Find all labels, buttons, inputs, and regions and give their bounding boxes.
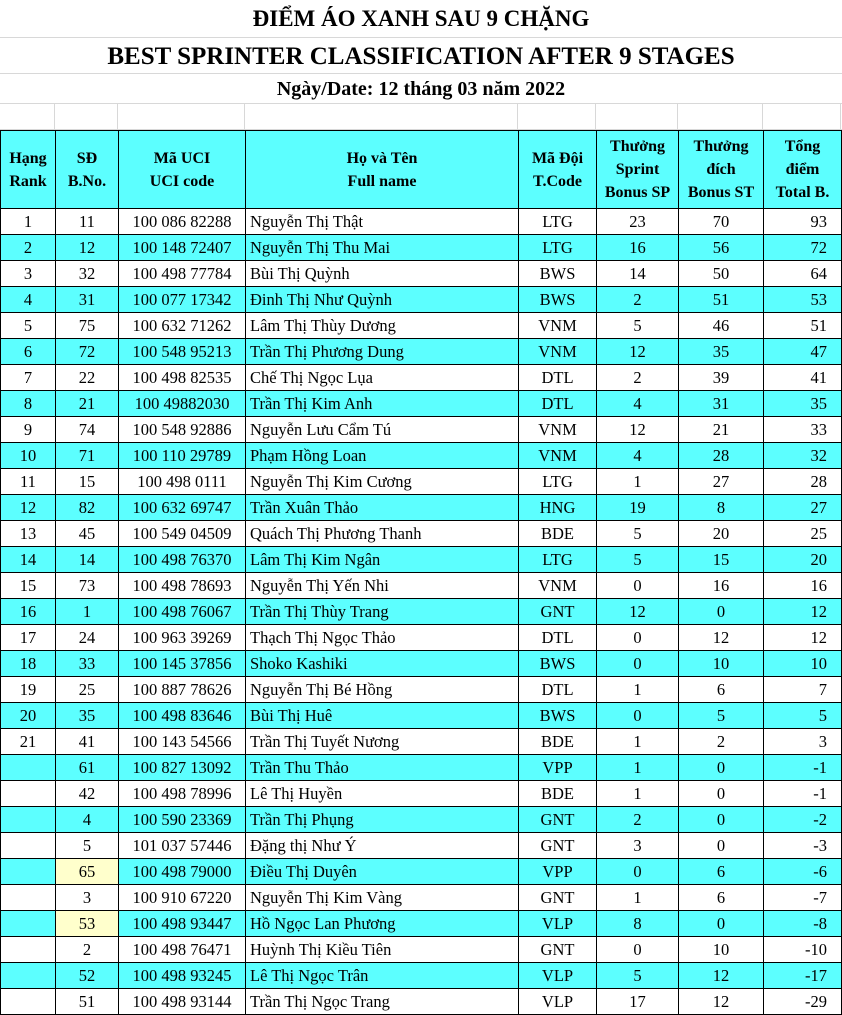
- uci-code-cell: 100 077 17342: [119, 287, 246, 313]
- bib-number-cell: 82: [56, 495, 119, 521]
- team-code-cell: BWS: [519, 261, 597, 287]
- table-row: [1, 235, 842, 261]
- finish-bonus-cell: 2: [679, 729, 764, 755]
- uci-code-cell: 100 498 76370: [119, 547, 246, 573]
- finish-bonus-cell: 15: [679, 547, 764, 573]
- rank-cell: 2: [1, 235, 56, 261]
- finish-bonus-cell: 0: [679, 807, 764, 833]
- total-cell: -1: [764, 781, 842, 807]
- total-cell: 12: [764, 625, 842, 651]
- rank-cell: [1, 859, 56, 885]
- uci-code-cell: 100 498 82535: [119, 365, 246, 391]
- bib-number-cell: 71: [56, 443, 119, 469]
- total-cell: 12: [764, 599, 842, 625]
- uci-code-cell: 100 143 54566: [119, 729, 246, 755]
- sprint-bonus-cell: 0: [597, 651, 679, 677]
- finish-bonus-cell: 35: [679, 339, 764, 365]
- name-cell: Bùi Thị Huê: [246, 703, 519, 729]
- team-code-cell: GNT: [519, 599, 597, 625]
- team-code-cell: BWS: [519, 287, 597, 313]
- total-cell: 5: [764, 703, 842, 729]
- team-code-cell: VNM: [519, 573, 597, 599]
- header-finish-bonus: Thưởng đích Bonus ST: [679, 131, 764, 209]
- table-row: [1, 859, 842, 885]
- name-cell: Shoko Kashiki: [246, 651, 519, 677]
- table-row: [1, 365, 842, 391]
- header-full-name: Họ và Tên Full name: [246, 131, 519, 209]
- sprint-bonus-cell: 19: [597, 495, 679, 521]
- finish-bonus-cell: 12: [679, 989, 764, 1015]
- rank-cell: [1, 911, 56, 937]
- total-cell: -1: [764, 755, 842, 781]
- total-cell: 20: [764, 547, 842, 573]
- name-cell: Nguyễn Thị Kim Cương: [246, 469, 519, 495]
- sprint-bonus-cell: 1: [597, 755, 679, 781]
- total-cell: -6: [764, 859, 842, 885]
- table-row: [1, 521, 842, 547]
- name-cell: Bùi Thị Quỳnh: [246, 261, 519, 287]
- team-code-cell: LTG: [519, 547, 597, 573]
- table-row: [1, 781, 842, 807]
- bib-number-cell: 74: [56, 417, 119, 443]
- team-code-cell: DTL: [519, 677, 597, 703]
- sprint-bonus-cell: 8: [597, 911, 679, 937]
- sprint-bonus-cell: 12: [597, 417, 679, 443]
- sprint-bonus-cell: 5: [597, 313, 679, 339]
- name-cell: Trần Thị Phụng: [246, 807, 519, 833]
- finish-bonus-cell: 6: [679, 885, 764, 911]
- rank-cell: 15: [1, 573, 56, 599]
- table-row: [1, 495, 842, 521]
- table-row: [1, 963, 842, 989]
- name-cell: Thạch Thị Ngọc Thảo: [246, 625, 519, 651]
- bib-number-cell: 1: [56, 599, 119, 625]
- finish-bonus-cell: 10: [679, 937, 764, 963]
- uci-code-cell: 100 498 93144: [119, 989, 246, 1015]
- title-english: BEST SPRINTER CLASSIFICATION AFTER 9 STAGES: [0, 38, 842, 74]
- total-cell: 10: [764, 651, 842, 677]
- sprint-bonus-cell: 4: [597, 443, 679, 469]
- uci-code-cell: 100 086 82288: [119, 209, 246, 235]
- team-code-cell: VLP: [519, 989, 597, 1015]
- name-cell: Quách Thị Phương Thanh: [246, 521, 519, 547]
- rank-cell: [1, 833, 56, 859]
- table-body: [1, 209, 842, 1015]
- bib-number-cell: 61: [56, 755, 119, 781]
- team-code-cell: VLP: [519, 911, 597, 937]
- finish-bonus-cell: 27: [679, 469, 764, 495]
- name-cell: Đinh Thị Như Quỳnh: [246, 287, 519, 313]
- total-cell: 64: [764, 261, 842, 287]
- title-vietnamese: ĐIỂM ÁO XANH SAU 9 CHẶNG: [0, 0, 842, 38]
- table-row: [1, 573, 842, 599]
- rank-cell: [1, 963, 56, 989]
- sprint-bonus-cell: 23: [597, 209, 679, 235]
- uci-code-cell: 100 148 72407: [119, 235, 246, 261]
- team-code-cell: BDE: [519, 781, 597, 807]
- name-cell: Nguyễn Thị Yến Nhi: [246, 573, 519, 599]
- uci-code-cell: 100 498 78693: [119, 573, 246, 599]
- team-code-cell: BDE: [519, 729, 597, 755]
- total-cell: 33: [764, 417, 842, 443]
- total-cell: 41: [764, 365, 842, 391]
- header-uci-code: Mã UCI UCI code: [119, 131, 246, 209]
- sprint-bonus-cell: 2: [597, 807, 679, 833]
- finish-bonus-cell: 46: [679, 313, 764, 339]
- name-cell: Trần Thị Ngọc Trang: [246, 989, 519, 1015]
- team-code-cell: LTG: [519, 469, 597, 495]
- team-code-cell: VLP: [519, 963, 597, 989]
- rank-cell: 3: [1, 261, 56, 287]
- bib-number-cell: 11: [56, 209, 119, 235]
- sprint-bonus-cell: 5: [597, 963, 679, 989]
- table-row: [1, 885, 842, 911]
- total-cell: 25: [764, 521, 842, 547]
- total-cell: 72: [764, 235, 842, 261]
- rank-cell: 10: [1, 443, 56, 469]
- sprint-bonus-cell: 14: [597, 261, 679, 287]
- uci-code-cell: 100 498 0111: [119, 469, 246, 495]
- table-row: [1, 651, 842, 677]
- table-row: [1, 209, 842, 235]
- bib-number-cell: 24: [56, 625, 119, 651]
- total-cell: -7: [764, 885, 842, 911]
- team-code-cell: VNM: [519, 339, 597, 365]
- finish-bonus-cell: 0: [679, 599, 764, 625]
- table-row: [1, 755, 842, 781]
- rank-cell: 1: [1, 209, 56, 235]
- team-code-cell: VNM: [519, 313, 597, 339]
- bib-number-cell: 25: [56, 677, 119, 703]
- table-row: [1, 937, 842, 963]
- sprint-bonus-cell: 17: [597, 989, 679, 1015]
- name-cell: Hồ Ngọc Lan Phương: [246, 911, 519, 937]
- name-cell: Nguyễn Thị Bé Hồng: [246, 677, 519, 703]
- table-row: [1, 391, 842, 417]
- sprint-bonus-cell: 0: [597, 625, 679, 651]
- uci-code-cell: 100 498 78996: [119, 781, 246, 807]
- rank-cell: 16: [1, 599, 56, 625]
- bib-number-cell: 31: [56, 287, 119, 313]
- sprint-bonus-cell: 0: [597, 703, 679, 729]
- team-code-cell: VNM: [519, 443, 597, 469]
- finish-bonus-cell: 0: [679, 781, 764, 807]
- team-code-cell: LTG: [519, 235, 597, 261]
- sprint-bonus-cell: 4: [597, 391, 679, 417]
- bib-number-cell: 2: [56, 937, 119, 963]
- finish-bonus-cell: 6: [679, 859, 764, 885]
- name-cell: Trần Thị Tuyết Nương: [246, 729, 519, 755]
- finish-bonus-cell: 21: [679, 417, 764, 443]
- bib-number-cell: 75: [56, 313, 119, 339]
- name-cell: Nguyễn Thị Thu Mai: [246, 235, 519, 261]
- blank-row: [0, 104, 842, 130]
- rank-cell: 7: [1, 365, 56, 391]
- table-row: [1, 703, 842, 729]
- uci-code-cell: 100 498 76471: [119, 937, 246, 963]
- rank-cell: [1, 755, 56, 781]
- bib-number-cell: 53: [56, 911, 119, 937]
- bib-number-cell: 4: [56, 807, 119, 833]
- bib-number-cell: 5: [56, 833, 119, 859]
- table-row: [1, 443, 842, 469]
- classification-table: [0, 130, 842, 1015]
- sprint-bonus-cell: 2: [597, 287, 679, 313]
- finish-bonus-cell: 5: [679, 703, 764, 729]
- total-cell: 93: [764, 209, 842, 235]
- total-cell: 51: [764, 313, 842, 339]
- finish-bonus-cell: 70: [679, 209, 764, 235]
- rank-cell: 9: [1, 417, 56, 443]
- bib-number-cell: 52: [56, 963, 119, 989]
- table-row: [1, 417, 842, 443]
- table-row: [1, 807, 842, 833]
- rank-cell: 12: [1, 495, 56, 521]
- bib-number-cell: 14: [56, 547, 119, 573]
- bib-number-cell: 51: [56, 989, 119, 1015]
- team-code-cell: VNM: [519, 417, 597, 443]
- rank-cell: 8: [1, 391, 56, 417]
- name-cell: Trần Thu Thảo: [246, 755, 519, 781]
- rank-cell: 4: [1, 287, 56, 313]
- table-row: [1, 599, 842, 625]
- table-row: [1, 287, 842, 313]
- sprint-bonus-cell: 16: [597, 235, 679, 261]
- header-row: [1, 131, 842, 209]
- uci-code-cell: 100 590 23369: [119, 807, 246, 833]
- total-cell: 28: [764, 469, 842, 495]
- table-row: [1, 339, 842, 365]
- team-code-cell: HNG: [519, 495, 597, 521]
- name-cell: Lê Thị Ngọc Trân: [246, 963, 519, 989]
- team-code-cell: GNT: [519, 833, 597, 859]
- uci-code-cell: 100 498 77784: [119, 261, 246, 287]
- team-code-cell: VPP: [519, 859, 597, 885]
- bib-number-cell: 22: [56, 365, 119, 391]
- name-cell: Trần Thị Phương Dung: [246, 339, 519, 365]
- header-total: Tổng điểm Total B.: [764, 131, 842, 209]
- rank-cell: 17: [1, 625, 56, 651]
- finish-bonus-cell: 28: [679, 443, 764, 469]
- header-sprint-bonus: Thưởng Sprint Bonus SP: [597, 131, 679, 209]
- rank-cell: 5: [1, 313, 56, 339]
- name-cell: Nguyễn Lưu Cẩm Tú: [246, 417, 519, 443]
- uci-code-cell: 100 548 92886: [119, 417, 246, 443]
- table-row: [1, 313, 842, 339]
- finish-bonus-cell: 0: [679, 833, 764, 859]
- finish-bonus-cell: 0: [679, 911, 764, 937]
- name-cell: Phạm Hồng Loan: [246, 443, 519, 469]
- rank-cell: 20: [1, 703, 56, 729]
- name-cell: Huỳnh Thị Kiều Tiên: [246, 937, 519, 963]
- sprint-bonus-cell: 0: [597, 859, 679, 885]
- uci-code-cell: 100 498 79000: [119, 859, 246, 885]
- total-cell: 16: [764, 573, 842, 599]
- uci-code-cell: 100 498 76067: [119, 599, 246, 625]
- team-code-cell: BWS: [519, 703, 597, 729]
- header-team-code: Mã Đội T.Code: [519, 131, 597, 209]
- team-code-cell: BDE: [519, 521, 597, 547]
- sprint-bonus-cell: 12: [597, 339, 679, 365]
- bib-number-cell: 72: [56, 339, 119, 365]
- total-cell: 35: [764, 391, 842, 417]
- team-code-cell: DTL: [519, 391, 597, 417]
- table-row: [1, 625, 842, 651]
- uci-code-cell: 100 498 93447: [119, 911, 246, 937]
- sprint-bonus-cell: 3: [597, 833, 679, 859]
- total-cell: -3: [764, 833, 842, 859]
- name-cell: Trần Thị Thùy Trang: [246, 599, 519, 625]
- rank-cell: 18: [1, 651, 56, 677]
- uci-code-cell: 100 548 95213: [119, 339, 246, 365]
- name-cell: Nguyễn Thị Thật: [246, 209, 519, 235]
- sprint-bonus-cell: 1: [597, 677, 679, 703]
- uci-code-cell: 100 963 39269: [119, 625, 246, 651]
- bib-number-cell: 41: [56, 729, 119, 755]
- finish-bonus-cell: 31: [679, 391, 764, 417]
- finish-bonus-cell: 10: [679, 651, 764, 677]
- rank-cell: [1, 937, 56, 963]
- uci-code-cell: 100 827 13092: [119, 755, 246, 781]
- uci-code-cell: 100 145 37856: [119, 651, 246, 677]
- name-cell: Đặng thị Như Ý: [246, 833, 519, 859]
- rank-cell: [1, 807, 56, 833]
- bib-number-cell: 65: [56, 859, 119, 885]
- rank-cell: 6: [1, 339, 56, 365]
- total-cell: 53: [764, 287, 842, 313]
- table-row: [1, 729, 842, 755]
- total-cell: 47: [764, 339, 842, 365]
- table-row: [1, 911, 842, 937]
- name-cell: Trần Xuân Thảo: [246, 495, 519, 521]
- rank-cell: 21: [1, 729, 56, 755]
- sprint-bonus-cell: 0: [597, 937, 679, 963]
- table-row: [1, 833, 842, 859]
- finish-bonus-cell: 8: [679, 495, 764, 521]
- team-code-cell: BWS: [519, 651, 597, 677]
- bib-number-cell: 21: [56, 391, 119, 417]
- total-cell: -2: [764, 807, 842, 833]
- total-cell: 3: [764, 729, 842, 755]
- rank-cell: 14: [1, 547, 56, 573]
- finish-bonus-cell: 20: [679, 521, 764, 547]
- name-cell: Chế Thị Ngọc Lụa: [246, 365, 519, 391]
- name-cell: Lê Thị Huyền: [246, 781, 519, 807]
- bib-number-cell: 35: [56, 703, 119, 729]
- sprint-bonus-cell: 1: [597, 469, 679, 495]
- rank-cell: 13: [1, 521, 56, 547]
- name-cell: Lâm Thị Kim Ngân: [246, 547, 519, 573]
- sprint-bonus-cell: 2: [597, 365, 679, 391]
- table-row: [1, 469, 842, 495]
- header-bib-number: SĐ B.No.: [56, 131, 119, 209]
- finish-bonus-cell: 51: [679, 287, 764, 313]
- uci-code-cell: 100 549 04509: [119, 521, 246, 547]
- uci-code-cell: 100 498 83646: [119, 703, 246, 729]
- uci-code-cell: 100 632 69747: [119, 495, 246, 521]
- table-row: [1, 547, 842, 573]
- name-cell: Trần Thị Kim Anh: [246, 391, 519, 417]
- finish-bonus-cell: 12: [679, 963, 764, 989]
- total-cell: -29: [764, 989, 842, 1015]
- rank-cell: [1, 781, 56, 807]
- uci-code-cell: 100 110 29789: [119, 443, 246, 469]
- team-code-cell: VPP: [519, 755, 597, 781]
- finish-bonus-cell: 16: [679, 573, 764, 599]
- finish-bonus-cell: 50: [679, 261, 764, 287]
- finish-bonus-cell: 56: [679, 235, 764, 261]
- sprint-bonus-cell: 0: [597, 573, 679, 599]
- table-row: [1, 677, 842, 703]
- sprint-bonus-cell: 1: [597, 885, 679, 911]
- total-cell: 27: [764, 495, 842, 521]
- sprint-bonus-cell: 1: [597, 729, 679, 755]
- finish-bonus-cell: 0: [679, 755, 764, 781]
- rank-cell: [1, 885, 56, 911]
- rank-cell: 19: [1, 677, 56, 703]
- uci-code-cell: 100 49882030: [119, 391, 246, 417]
- team-code-cell: GNT: [519, 807, 597, 833]
- bib-number-cell: 45: [56, 521, 119, 547]
- bib-number-cell: 15: [56, 469, 119, 495]
- name-cell: Nguyễn Thị Kim Vàng: [246, 885, 519, 911]
- team-code-cell: DTL: [519, 625, 597, 651]
- rank-cell: 11: [1, 469, 56, 495]
- team-code-cell: LTG: [519, 209, 597, 235]
- total-cell: -17: [764, 963, 842, 989]
- sprint-bonus-cell: 5: [597, 521, 679, 547]
- finish-bonus-cell: 6: [679, 677, 764, 703]
- name-cell: Điều Thị Duyên: [246, 859, 519, 885]
- table-row: [1, 261, 842, 287]
- sprint-bonus-cell: 1: [597, 781, 679, 807]
- bib-number-cell: 42: [56, 781, 119, 807]
- date-line: Ngày/Date: 12 tháng 03 năm 2022: [0, 74, 842, 104]
- uci-code-cell: 100 498 93245: [119, 963, 246, 989]
- bib-number-cell: 73: [56, 573, 119, 599]
- uci-code-cell: 100 632 71262: [119, 313, 246, 339]
- sprint-bonus-cell: 12: [597, 599, 679, 625]
- team-code-cell: GNT: [519, 885, 597, 911]
- team-code-cell: DTL: [519, 365, 597, 391]
- sprint-bonus-cell: 5: [597, 547, 679, 573]
- total-cell: 7: [764, 677, 842, 703]
- bib-number-cell: 3: [56, 885, 119, 911]
- team-code-cell: GNT: [519, 937, 597, 963]
- uci-code-cell: 100 887 78626: [119, 677, 246, 703]
- uci-code-cell: 101 037 57446: [119, 833, 246, 859]
- uci-code-cell: 100 910 67220: [119, 885, 246, 911]
- bib-number-cell: 12: [56, 235, 119, 261]
- bib-number-cell: 32: [56, 261, 119, 287]
- total-cell: -10: [764, 937, 842, 963]
- total-cell: 32: [764, 443, 842, 469]
- finish-bonus-cell: 12: [679, 625, 764, 651]
- total-cell: -8: [764, 911, 842, 937]
- header-rank: Hạng Rank: [1, 131, 56, 209]
- name-cell: Lâm Thị Thùy Dương: [246, 313, 519, 339]
- finish-bonus-cell: 39: [679, 365, 764, 391]
- bib-number-cell: 33: [56, 651, 119, 677]
